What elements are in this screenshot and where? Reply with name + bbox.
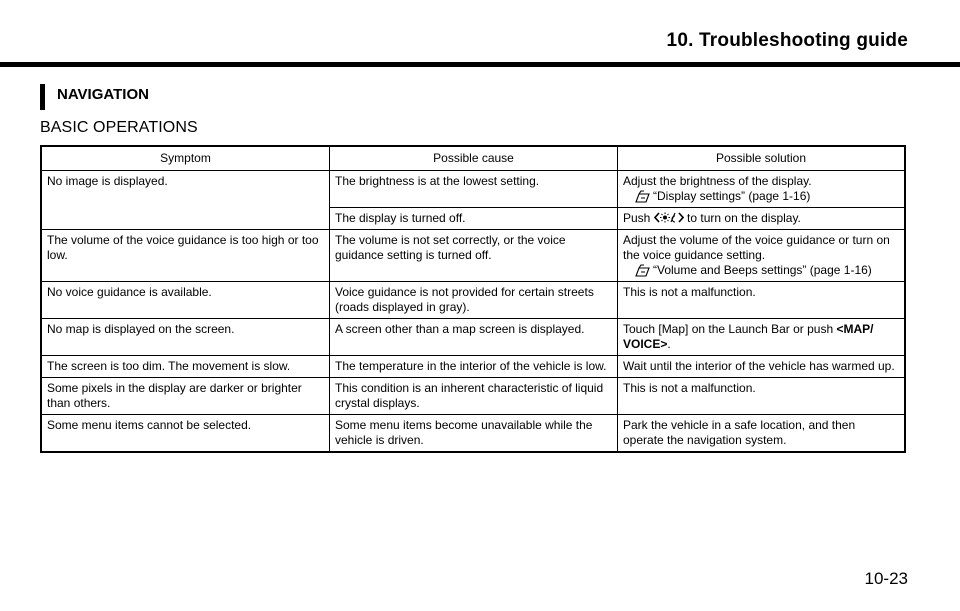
section-marker-bar	[40, 84, 45, 110]
cause-cell: This condition is an inherent characteristic of liquid crystal displays.	[330, 378, 618, 415]
table-row	[41, 415, 905, 453]
symptom-cell: The volume of the voice guidance is too high or too low.	[41, 230, 330, 282]
page-reference	[623, 263, 899, 278]
page-reference	[623, 189, 899, 204]
map-voice-key-label: <MAP/ VOICE>	[623, 322, 874, 351]
troubleshooting-table	[40, 145, 906, 453]
solution-cell: This is not a malfunction.	[618, 282, 906, 319]
section-title: NAVIGATION	[57, 86, 149, 103]
solution-text: Adjust the brightness of the display.	[623, 174, 812, 188]
solution-text: Adjust the volume of the voice guidance or turn on the voice guidance setting.	[623, 233, 890, 262]
solution-cell	[618, 230, 906, 282]
table-row	[41, 282, 905, 319]
symptom-cell: The screen is too dim. The movement is slow.	[41, 356, 330, 378]
page-reference-icon	[635, 264, 650, 277]
solution-cell	[618, 319, 906, 356]
solution-cell: Park the vehicle in a safe location, and then operate the navigation system.	[618, 415, 906, 453]
cause-cell: Some menu items become unavailable while the vehicle is driven.	[330, 415, 618, 453]
header-rule	[0, 62, 960, 67]
solution-cell	[618, 171, 906, 208]
solution-text: .	[667, 337, 671, 351]
symptom-cell: Some menu items cannot be selected.	[41, 415, 330, 453]
subsection-title: BASIC OPERATIONS	[40, 119, 198, 136]
table-row	[41, 230, 905, 282]
brightness-key-icon	[654, 211, 684, 224]
solution-text: Touch [Map] on the Launch Bar or push	[623, 322, 834, 336]
page-reference-icon	[635, 190, 650, 203]
table-header-row	[41, 146, 905, 171]
cause-cell: The brightness is at the lowest setting.	[330, 171, 618, 208]
table-row	[41, 378, 905, 415]
page-reference-text: “Display settings” (page 1-16)	[653, 189, 811, 203]
solution-text: to turn on the display.	[687, 211, 801, 225]
symptom-cell: No map is displayed on the screen.	[41, 319, 330, 356]
page-number: 10-23	[864, 569, 908, 588]
cause-cell: The display is turned off.	[330, 208, 618, 230]
column-header-cause: Possible cause	[330, 146, 618, 171]
cause-cell: Voice guidance is not provided for certain streets (roads displayed in gray).	[330, 282, 618, 319]
symptom-cell: No image is displayed.	[41, 171, 330, 230]
table-row	[41, 171, 905, 208]
cause-cell: A screen other than a map screen is displayed.	[330, 319, 618, 356]
cause-cell: The temperature in the interior of the vehicle is low.	[330, 356, 618, 378]
chapter-title: 10. Troubleshooting guide	[666, 30, 908, 51]
page-reference-text: “Volume and Beeps settings” (page 1-16)	[653, 263, 872, 277]
table-row	[41, 319, 905, 356]
solution-cell: This is not a malfunction.	[618, 378, 906, 415]
solution-text: Push	[623, 211, 651, 225]
solution-cell	[618, 208, 906, 230]
cause-cell: The volume is not set correctly, or the voice guidance setting is turned off.	[330, 230, 618, 282]
solution-cell: Wait until the interior of the vehicle has warmed up.	[618, 356, 906, 378]
column-header-symptom: Symptom	[41, 146, 330, 171]
column-header-solution: Possible solution	[618, 146, 906, 171]
symptom-cell: No voice guidance is available.	[41, 282, 330, 319]
table-row	[41, 356, 905, 378]
symptom-cell: Some pixels in the display are darker or brighter than others.	[41, 378, 330, 415]
